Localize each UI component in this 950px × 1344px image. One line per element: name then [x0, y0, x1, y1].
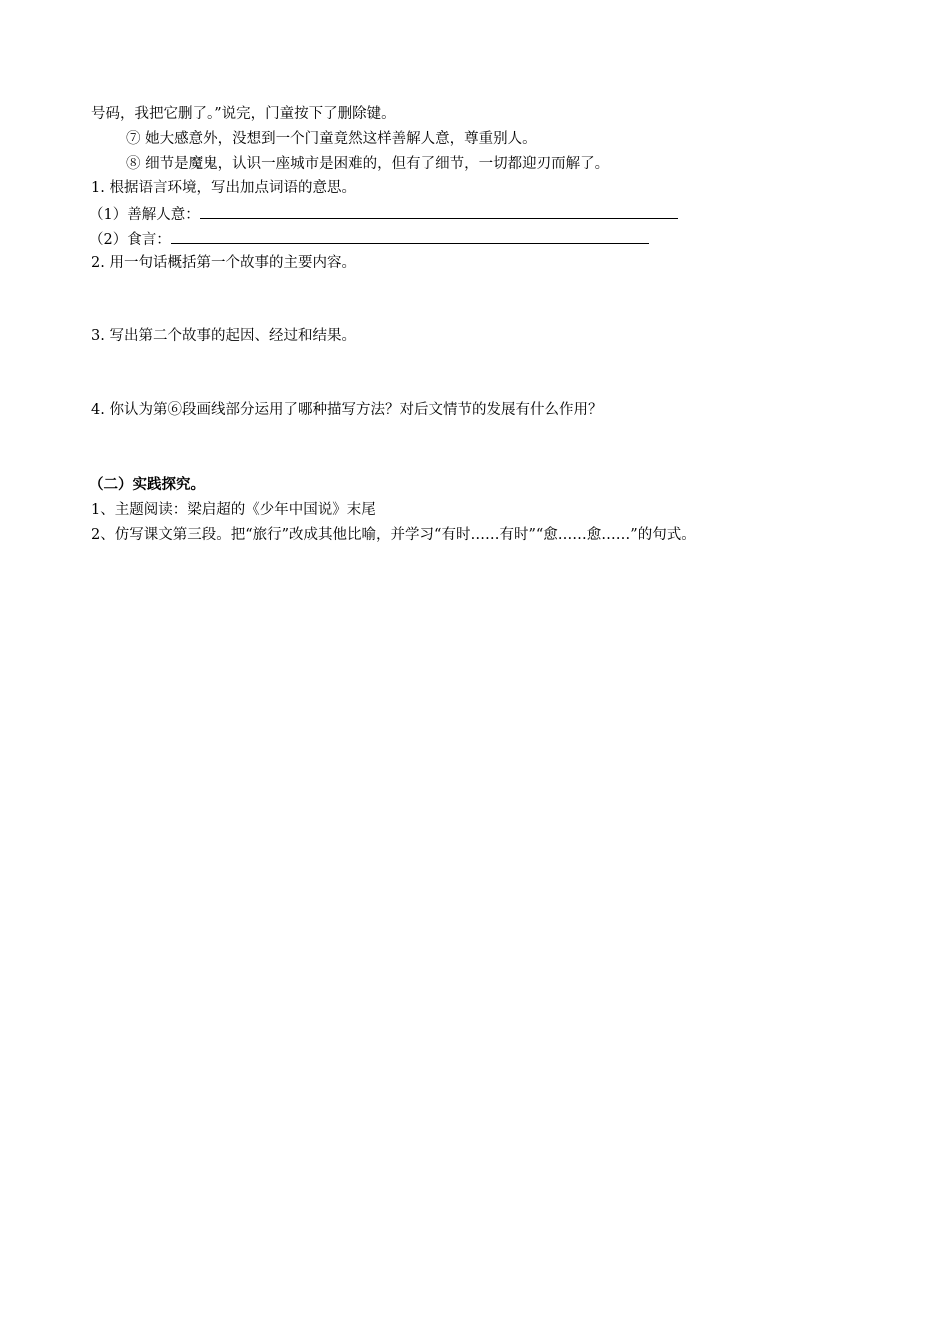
- answer-blank-1-1[interactable]: [200, 204, 678, 219]
- question-2: 2. 用一句话概括第一个故事的主要内容。: [91, 255, 356, 271]
- passage-paragraph-7: ⑦ 她大感意外，没想到一个门童竟然这样善解人意，尊重别人。: [126, 131, 537, 147]
- practice-item-1: 1、主题阅读：梁启超的《少年中国说》末尾: [91, 502, 376, 518]
- practice-heading: （二）实践探究。: [89, 476, 205, 493]
- question-1-2: [89, 229, 649, 249]
- question-1-1-label: （1）善解人意：: [89, 207, 200, 223]
- passage-line-continuation: 号码，我把它删了。”说完，门童按下了删除键。: [91, 106, 396, 122]
- question-4: 4. 你认为第⑥段画线部分运用了哪种描写方法？对后文情节的发展有什么作用？: [91, 402, 603, 418]
- question-1: 1. 根据语言环境，写出加点词语的意思。: [91, 180, 356, 196]
- question-3: 3. 写出第二个故事的起因、经过和结果。: [91, 328, 356, 344]
- passage-paragraph-8: ⑧ 细节是魔鬼，认识一座城市是困难的，但有了细节，一切都迎刃而解了。: [126, 156, 610, 172]
- answer-blank-1-2[interactable]: [171, 229, 649, 244]
- question-1-2-label: （2）食言：: [89, 232, 171, 248]
- practice-item-2: 2、仿写课文第三段。把“旅行”改成其他比喻，并学习“有时……有时”“愈……愈……”的句式。: [91, 527, 696, 543]
- question-1-1: [89, 204, 678, 224]
